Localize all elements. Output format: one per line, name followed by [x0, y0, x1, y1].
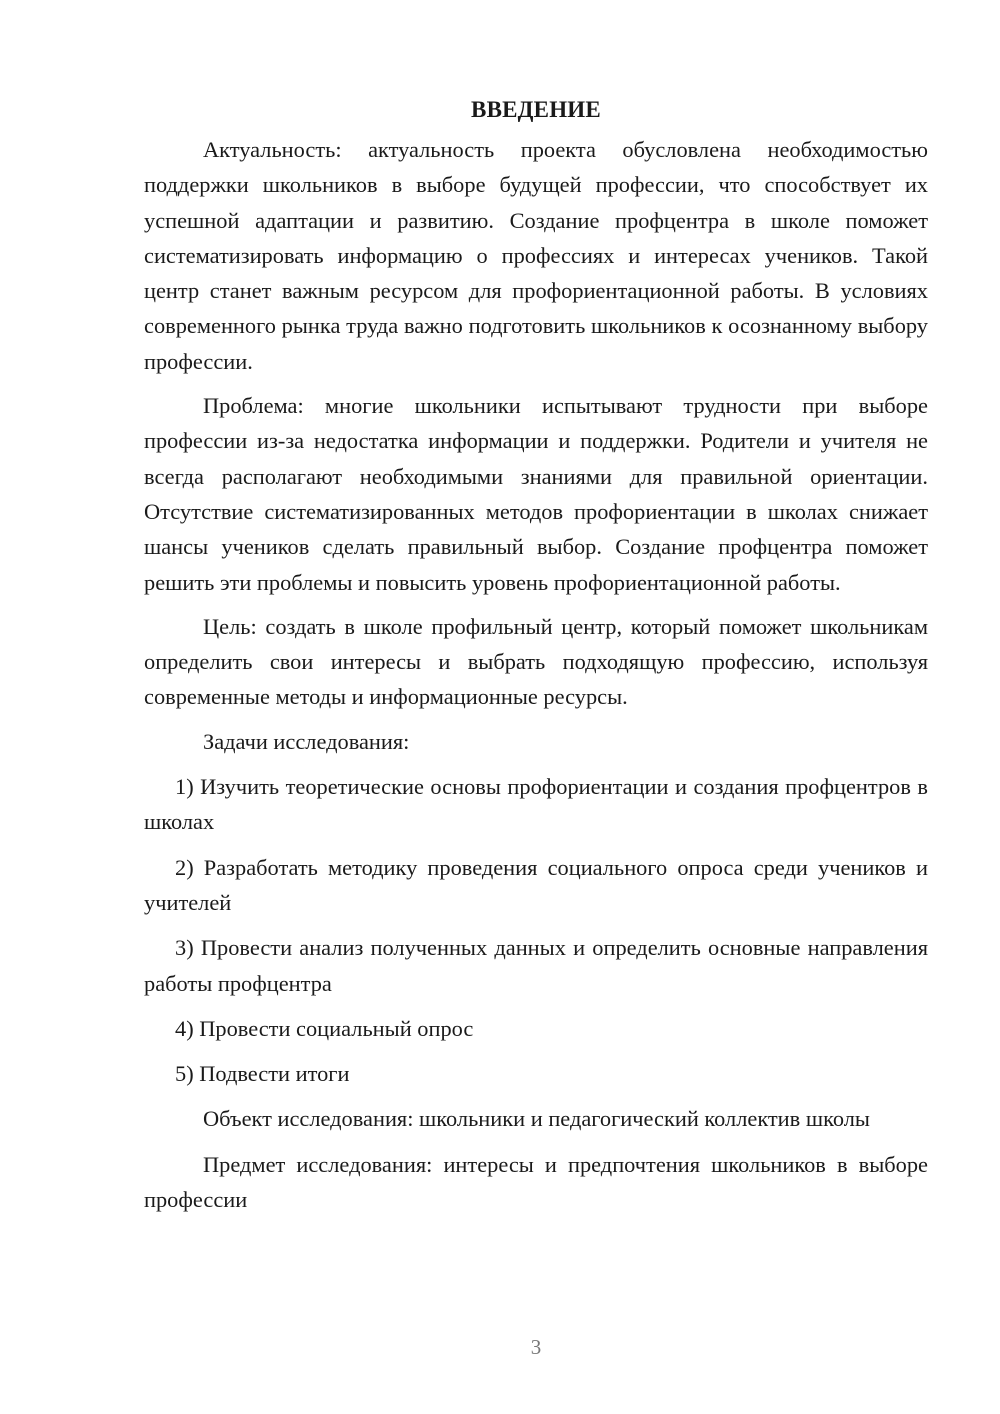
- paragraph-goal: Цель: создать в школе профильный центр, который поможет школьникам определить свои интересы и выбрать подходящую профессию, используя современные методы и информационные ресурсы.: [144, 613, 928, 710]
- paragraph-object: Объект исследования: школьники и педагогический коллектив школы: [203, 1106, 870, 1132]
- task-item: 3) Провести анализ полученных данных и определить основные направления работы профцентра: [144, 935, 928, 996]
- paragraph-subject: Предмет исследования: интересы и предпочтения школьников в выборе профессии: [144, 1151, 928, 1213]
- task-item: 4) Провести социальный опрос: [175, 1015, 474, 1041]
- task-item: 2) Разработать методику проведения социального опроса среди учеников и учителей: [144, 854, 928, 915]
- paragraph-actuality: Актуальность: актуальность проекта обусловлена необходимостью поддержки школьников в выборе будущей профессии, что способствует их успешной адаптации и развитию. Создание профцентра в школе поможет систематизировать информацию о профессиях и интересах учеников. Такой центр станет важным ресурсом для профориентационной работы. В условиях современного рынка труда важно подготовить школьников к осознанному выбору профессии.: [144, 137, 928, 374]
- task-item: 5) Подвести итоги: [175, 1061, 350, 1087]
- document-page: [144, 0, 928, 1217]
- page-number: 3: [530, 1335, 542, 1359]
- tasks-heading: Задачи исследования:: [203, 728, 410, 754]
- task-list: [144, 769, 928, 1091]
- paragraph-problem: Проблема: многие школьники испытывают трудности при выборе профессии из-за недостатка информации и поддержки. Родители и учителя не всегда располагают необходимыми знаниями для правильной ориентации. Отсутствие систематизированных методов профориентации в школах снижает шансы учеников сделать правильный выбор. Создание профцентра поможет решить эти проблемы и повысить уровень профориентационной работы.: [144, 393, 928, 595]
- task-item: 1) Изучить теоретические основы профориентации и создания профцентров в школах: [144, 774, 928, 835]
- page-title: ВВЕДЕНИЕ: [471, 97, 601, 122]
